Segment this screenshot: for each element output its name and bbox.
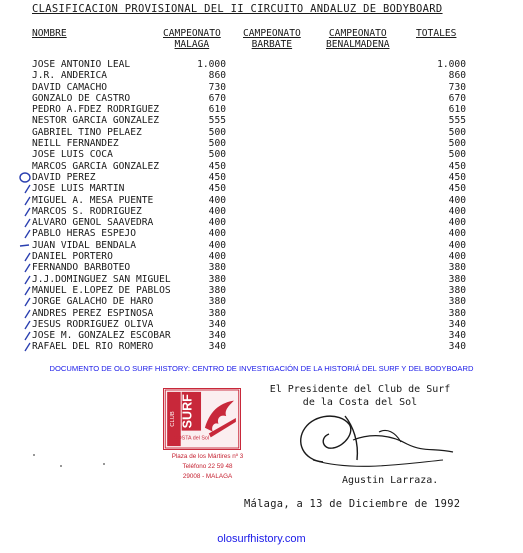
row-name: MARCOS GARCIA GONZALEZ xyxy=(32,160,160,172)
row-total-points: 500 xyxy=(448,149,466,161)
pen-tick-mark xyxy=(17,262,31,273)
row-total-points: 380 xyxy=(448,273,466,285)
club-surf-logo xyxy=(163,388,241,450)
table-row xyxy=(0,183,523,194)
table-row xyxy=(0,274,523,285)
pen-tick-mark xyxy=(17,296,31,307)
row-malaga-points: 380 xyxy=(208,284,226,296)
header-totales-label: TOTALES xyxy=(416,28,457,39)
row-total-points: 500 xyxy=(448,126,466,138)
row-total-points: 400 xyxy=(448,251,466,263)
club-stamp xyxy=(155,384,265,502)
row-name: MIGUEL A. MESA PUENTE xyxy=(32,194,154,206)
row-name: ALVARO GENOL SAAVEDRA xyxy=(32,217,154,229)
table-row xyxy=(0,82,523,93)
row-malaga-points: 610 xyxy=(208,104,226,116)
row-total-points: 400 xyxy=(448,228,466,240)
row-malaga-points: 340 xyxy=(208,330,226,342)
president-line2: de la Costa del Sol xyxy=(302,397,418,408)
row-total-points: 340 xyxy=(448,318,466,330)
logo-club-text: CLUB xyxy=(169,411,176,427)
row-malaga-points: 400 xyxy=(208,228,226,240)
stamp-phone: Teléfono 22 59 48 xyxy=(182,463,233,470)
document-title: CLASIFICACION PROVISIONAL DEL II CIRCUITO ANDALUZ DE BODYBOARD xyxy=(32,3,443,15)
row-total-points: 400 xyxy=(448,217,466,229)
row-total-points: 400 xyxy=(448,205,466,217)
table-row xyxy=(0,341,523,352)
row-name: JOSE ANTONIO LEAL xyxy=(32,59,131,70)
header-benalmadena-line2: BENALMADENA xyxy=(326,39,390,50)
row-malaga-points: 400 xyxy=(208,194,226,206)
row-total-points: 860 xyxy=(448,70,466,82)
row-total-points: 450 xyxy=(448,183,466,195)
row-malaga-points: 400 xyxy=(208,205,226,217)
row-malaga-points: 450 xyxy=(208,160,226,172)
header-barbate-line1: CAMPEONATO xyxy=(243,28,301,39)
row-name: NEILL FERNANDEZ xyxy=(32,138,119,150)
row-name: JESUS RODRIGUEZ OLIVA xyxy=(32,318,154,330)
table-row xyxy=(0,285,523,296)
archive-banner: DOCUMENTO DE OLO SURF HISTORY: CENTRO DE INVESTIGACIÓN DE LA HISTORIÁ DEL SURF Y DEL BODYBOARD xyxy=(49,364,474,373)
table-row xyxy=(0,228,523,239)
speck xyxy=(103,463,105,465)
row-total-points: 380 xyxy=(448,262,466,274)
row-name: JUAN VIDAL BENDALA xyxy=(32,239,136,251)
table-row xyxy=(0,240,523,251)
table-row xyxy=(0,161,523,172)
header-nombre xyxy=(32,28,67,39)
row-total-points: 380 xyxy=(448,296,466,308)
row-name: PABLO HERAS ESPEJO xyxy=(32,228,136,240)
row-malaga-points: 400 xyxy=(208,217,226,229)
row-name: NESTOR GARCIA GONZALEZ xyxy=(32,115,160,127)
row-total-points: 340 xyxy=(448,330,466,342)
row-name: MANUEL E.LOPEZ DE PABLOS xyxy=(32,284,171,296)
table-row xyxy=(0,59,523,70)
date-line: Málaga, a 13 de Diciembre de 1992 xyxy=(244,498,461,510)
row-malaga-points: 670 xyxy=(208,92,226,104)
header-barbate xyxy=(243,28,301,50)
row-malaga-points: 380 xyxy=(208,262,226,274)
table-row xyxy=(0,93,523,104)
header-malaga-line2: MALAGA xyxy=(174,39,210,50)
pen-tick-mark xyxy=(17,251,31,262)
pen-tick-mark xyxy=(17,330,31,341)
header-benalmadena-line1: CAMPEONATO xyxy=(328,28,387,39)
row-malaga-points: 380 xyxy=(208,307,226,319)
header-totales xyxy=(416,28,456,39)
row-name: DAVID PEREZ xyxy=(32,171,96,183)
signature-scribble xyxy=(283,402,463,477)
row-malaga-points: 340 xyxy=(208,341,226,353)
row-name: ANDRES PEREZ ESPINOSA xyxy=(32,307,154,319)
row-total-points: 400 xyxy=(448,239,466,251)
table-row xyxy=(0,262,523,273)
pen-tick-mark xyxy=(17,206,31,217)
table-row xyxy=(0,217,523,228)
pen-tick-mark xyxy=(17,308,31,319)
pen-tick-mark xyxy=(17,183,31,194)
logo-surf-text: SURF xyxy=(180,394,195,429)
row-total-points: 450 xyxy=(448,160,466,172)
row-total-points: 500 xyxy=(448,138,466,150)
row-total-points: 400 xyxy=(448,194,466,206)
table-row xyxy=(0,319,523,330)
table-row xyxy=(0,251,523,262)
header-malaga xyxy=(163,28,221,50)
row-name: GONZALO DE CASTRO xyxy=(32,92,131,104)
row-malaga-points: 555 xyxy=(208,115,226,127)
row-name: MARCOS S. RODRIGUEZ xyxy=(32,205,142,217)
table-row xyxy=(0,70,523,81)
table-row xyxy=(0,330,523,341)
standings-table xyxy=(0,59,523,353)
row-malaga-points: 400 xyxy=(208,239,226,251)
site-footer: olosurfhistory.com xyxy=(217,533,306,545)
pen-circle-mark xyxy=(17,172,31,183)
table-row xyxy=(0,296,523,307)
row-malaga-points: 450 xyxy=(208,171,226,183)
row-name: JOSE LUIS COCA xyxy=(32,149,113,161)
pen-tick-mark xyxy=(17,217,31,228)
row-total-points: 340 xyxy=(448,341,466,353)
table-row xyxy=(0,127,523,138)
row-name: FERNANDO BARBOTEO xyxy=(32,262,131,274)
speck xyxy=(33,454,35,456)
row-total-points: 555 xyxy=(448,115,466,127)
pen-dash-mark xyxy=(17,240,31,251)
pen-tick-mark xyxy=(17,228,31,239)
pen-tick-mark xyxy=(17,341,31,352)
row-name: GABRIEL TINO PELAEZ xyxy=(32,126,142,138)
table-row xyxy=(0,149,523,160)
row-malaga-points: 450 xyxy=(208,183,226,195)
row-malaga-points: 500 xyxy=(208,149,226,161)
table-row xyxy=(0,195,523,206)
row-name: DAVID CAMACHO xyxy=(32,81,108,93)
row-malaga-points: 400 xyxy=(208,251,226,263)
row-name: PEDRO A.FDEZ RODRIGUEZ xyxy=(32,104,160,116)
row-name: RAFAEL DEL RIO ROMERO xyxy=(32,341,154,353)
row-name: JOSE M. GONZALEZ ESCOBAR xyxy=(32,330,171,342)
row-malaga-points: 380 xyxy=(208,273,226,285)
table-row xyxy=(0,206,523,217)
header-barbate-line2: BARBATE xyxy=(251,39,293,50)
row-total-points: 380 xyxy=(448,284,466,296)
row-malaga-points: 1.000 xyxy=(197,59,226,70)
signer-name: Agustin Larraza. xyxy=(342,475,439,486)
row-name: J.J.DOMINGUEZ SAN MIGUEL xyxy=(32,273,171,285)
stamp-city: 29008 - MALAGA xyxy=(182,473,233,480)
speck xyxy=(60,465,62,467)
row-name: J.R. ANDERICA xyxy=(32,70,108,82)
row-malaga-points: 500 xyxy=(208,126,226,138)
logo-costa-text: COSTA del Sol xyxy=(173,435,210,442)
pen-tick-mark xyxy=(17,285,31,296)
president-line1: El Presidente del Club de Surf xyxy=(269,384,451,395)
row-malaga-points: 730 xyxy=(208,81,226,93)
row-total-points: 730 xyxy=(448,81,466,93)
row-name: JORGE GALACHO DE HARO xyxy=(32,296,154,308)
row-total-points: 670 xyxy=(448,92,466,104)
row-malaga-points: 340 xyxy=(208,318,226,330)
header-benalmadena xyxy=(326,28,390,50)
row-total-points: 610 xyxy=(448,104,466,116)
table-row xyxy=(0,104,523,115)
table-row xyxy=(0,115,523,126)
pen-tick-mark xyxy=(17,195,31,206)
row-total-points: 380 xyxy=(448,307,466,319)
row-name: JOSE LUIS MARTIN xyxy=(32,183,125,195)
row-total-points: 450 xyxy=(448,171,466,183)
stamp-address xyxy=(155,452,260,482)
table-row xyxy=(0,308,523,319)
row-malaga-points: 500 xyxy=(208,138,226,150)
row-name: DANIEL PORTERO xyxy=(32,251,113,263)
stamp-street: Plaza de los Mártires nº 3 xyxy=(171,453,244,460)
header-nombre-label: NOMBRE xyxy=(32,28,67,39)
row-malaga-points: 380 xyxy=(208,296,226,308)
pen-tick-mark xyxy=(17,319,31,330)
header-malaga-line1: CAMPEONATO xyxy=(163,28,221,39)
row-malaga-points: 860 xyxy=(208,70,226,82)
table-row xyxy=(0,172,523,183)
pen-tick-mark xyxy=(17,274,31,285)
table-row xyxy=(0,138,523,149)
row-total-points: 1.000 xyxy=(437,59,466,70)
